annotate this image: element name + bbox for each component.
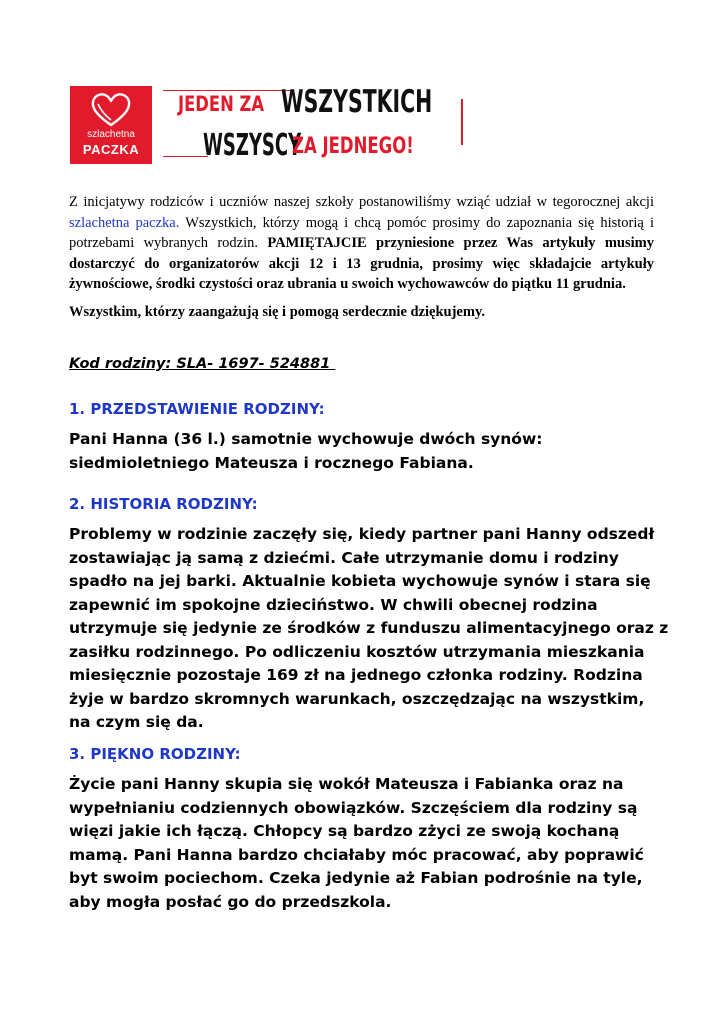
header-side-mark [461, 99, 463, 145]
logo-text-szlachetna: szlachetna [87, 129, 135, 140]
heart-icon [90, 92, 132, 128]
szlachetna-paczka-link[interactable]: szlachetna paczka. [69, 214, 180, 231]
section-heading-2: 2. HISTORIA RODZINY: [69, 495, 258, 513]
section-heading-1: 1. PRZEDSTAWIENIE RODZINY: [69, 400, 325, 418]
intro-text-middle: Wszystkich, którzy mogą i chcą pomóc prosimy do zapoznania się historią i potrzebami wybranych rodzin. [69, 214, 655, 251]
slogan-rule-bottom [163, 156, 208, 157]
logo-text-paczka: PACZKA [82, 142, 140, 157]
slogan-jeden-za: JEDEN ZA [178, 92, 265, 116]
intro-reminder: PAMIĘTAJCIE przyniesione przez Was artykuły musimy dostarczyć do organizatorów akcji 12 i 13 grudnia, prosimy więc składajcie artykuły żywnościowe, środki czystości oraz ubrania u swoich wychowawców do piątku 11 grudnia. [69, 235, 654, 292]
family-code: Kod rodziny: SLA- 1697- 524881 [69, 356, 336, 372]
section-body-2: Problemy w rodzinie zaczęły się, kiedy partner pani Hanny odszedł zostawiając ją samą z dziećmi. Całe utrzymanie domu i rodziny spadło na jej barki. Aktualnie kobieta wychowuje synów i stara się zapewnić im spokojne dzieciństwo. W chwili obecnej rodzina utrzymuje się jedynie ze środków z funduszu alimentacyjnego oraz z zasiłku rodzinnego. Po odliczeniu kosztów utrzymania mieszkania miesięcznie pozostaje 169 zł na jednego członka rodziny. Rodzina żyje w bardzo skromnych warunkach, oszczędzając na wszystkim, na czym się da. [69, 525, 669, 731]
slogan-rule-top [163, 90, 293, 91]
slogan-wszyscy: WSZYSCY [203, 128, 302, 163]
section-body-3: Życie pani Hanny skupia się wokół Mateusza i Fabianka oraz na wypełnianiu codziennych obowiązków. Szczęściem dla rodziny są więzi jakie ich łączą. Chłopcy są bardzo zżyci ze swoją kochaną mamą. Pani Hanna bardzo chciałaby móc pracować, aby poprawić byt swoim pociechom. Czeka jedynie aż Fabian podrośnie na tyle, aby mogła posłać go do przedszkola. [69, 775, 644, 911]
intro-text-start: Z inicjatywy rodziców i uczniów naszej szkoły postanowiliśmy wziąć udział w tegorocznej akcji [69, 194, 654, 210]
intro-paragraph [69, 192, 654, 295]
szlachetna-paczka-logo [70, 86, 152, 164]
header-banner [70, 82, 470, 166]
section-heading-3: 3. PIĘKNO RODZINY: [69, 745, 241, 763]
slogan-wszystkich: WSZYSTKICH [281, 84, 433, 120]
slogan-za-jednego: ZA JEDNEGO! [292, 134, 414, 159]
intro-thanks: Wszystkim, którzy zaangażują się i pomogą serdecznie dziękujemy. [69, 304, 486, 320]
section-body-1: Pani Hanna (36 l.) samotnie wychowuje dwóch synów: siedmioletniego Mateusza i rocznego Fabiana. [69, 430, 543, 472]
